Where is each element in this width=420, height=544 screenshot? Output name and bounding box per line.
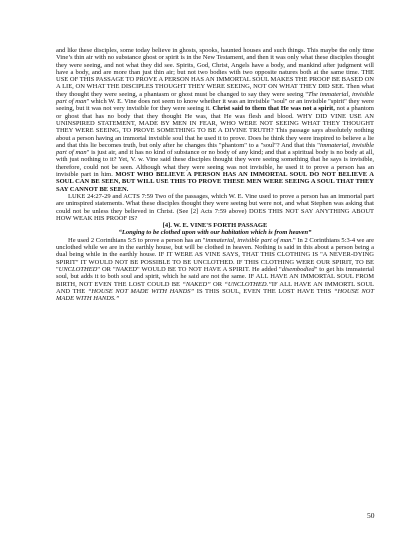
text-run: " In 2 Corinthians 5:3-4 we are unclothed while we are in the earthly house, but will be clothed in heaven. Nothing is said in this about a person being a dual being while in the earthly house. IF IT WERE AS VINE SAYS, THAT THIS CLOTHING IS "A NEVER-DYING SPIRIT" IT WOULD NOT BE POSSIBLE TO BE UNCLOTHED. IF THIS CLOTHING WERE OUR SPIRIT, TO BE ": [56, 236, 375, 273]
text-run: " which W. E. Vine does not seem to know whether it was an invisible "soul" or an invisible "spirit" they were seeing, but it was not very invisible for they were seeing it.: [56, 98, 374, 113]
text-run: " OR ": [97, 265, 116, 273]
text-run: “NAKED”: [182, 280, 211, 288]
paragraph-1: [56, 47, 374, 193]
text-run: disembodied: [281, 265, 315, 273]
text-run: Christ said to them that He was not a spirit,: [212, 105, 335, 113]
text-run: not a phantom or ghost that has no body that they thought He was, that He was flesh and blood. WHY DID VINE USE AN UNINSPIRED STATEMENT, MADE BY MEN IN FEAR, WHO WERE NOT SEEING WHAT THEY THOUGHT THEY WERE SEEING, TO PROVE SOMETHING TO BE A DIVINE TRUTH? This passage says absolutely nothing about a person having an immortal invisible soul that he used it to prove. Does he think they were inspired to believe a lie and that this lie becomes truth, but only after he changes this "phantom" to a "soul"? And that this ": [56, 105, 374, 149]
text-run: immaterial, invisible part of man: [56, 141, 374, 157]
text-run: “HOUSE NOT MADE WITH HANDS.”: [56, 287, 374, 303]
text-run: LUKE 24:27-29 and ACTS 7:59 Two of the passages, which W. E. Vine used to prove a person has an immortal part are uninspired statements. What these disciples thought they were seeing but were not, and what Stephen was asking that could not be unless they believed in Christ. (See [2] Acts 7:59 above) DOES THIS NOT SAY ANYTHING ABOUT HOW WEAK HIS PROOF IS?: [56, 192, 374, 222]
text-run: OR: [210, 280, 225, 288]
text-run: NAKED: [115, 265, 137, 273]
text-run: UNCLOTHED: [58, 265, 98, 273]
text-run: " WOULD BE TO NOT HAVE A SPIRIT. He added ": [136, 265, 282, 273]
text-run: IS THIS SOUL, EVEN THE LOST HAVE THIS: [194, 287, 334, 295]
text-run: The immaterial, invisible part of man: [56, 90, 374, 106]
paragraph-2: [56, 193, 374, 222]
section-subheading: “Longing to be clothed upon with our habitation which is from heaven”: [118, 229, 312, 237]
text-run: " is just air, and it has no kind of substance or no body of any kind; and that a spiritual body is no body at all, with just nothing to it? Yet, V. w. Vine said these disciples thought they were seeing something that he says is invisible, therefore, could not be seen. Although what they were seeing was not invisible, he used it to prove a person has an invisible part in him.: [56, 149, 375, 179]
paragraph-3: [56, 237, 374, 303]
text-run: " to get his immaterial soul, but adds it to both soul and spirit, which he said are not the same. IF ALL HAVE AN IMMORTAL SOUL FROM BIRTH, NOT EVEN THE LOST COULD BE: [56, 265, 374, 288]
page-number: 50: [367, 511, 375, 520]
text-run: immaterial, invisible part of man.: [205, 236, 294, 244]
text-run: IF ALL HAVE AN IMMORTL SOUL AND THE: [56, 280, 374, 295]
text-run: “UNCLOTHED.”: [224, 280, 272, 288]
text-run: MOST WHO BELIEVE A PERSON HAS AN IMMORTAL SOUL DO NOT BELIEVE A SOUL CAN BE SEEN, BUT WILL USE THIS TO PROVE THESE MEN WERE SEEING A SOUL THAT THEY SAY CANNOT BE SEEN.: [56, 171, 374, 193]
text-run: “HOUSE NOT MADE WITH HANDS”: [87, 287, 195, 295]
text-run: He used 2 Corinthians 5:5 to prove a person has an ": [68, 236, 206, 244]
section-heading: [4]. W. E. VINE'S FORTH PASSAGE: [162, 222, 268, 230]
text-run: and like these disciples, some today believe in ghosts, spooks, haunted houses and such things. This maybe the only time Vine’s thin air with no substance ghost or spirit is in the New Testament, and then it was only what these disciples thought they were seeing, and not what they did see. Spirits, God, Christ, Angels have a body, and mankind after judgment will have a body, and are more than just thin air; but not two bodies with two opposite natures both at the same time. THE USE OF THIS PASSAGE TO PROVE A PERSON HAS AN IMMORTAL SOUL MAKES THE PROOF BE BASED ON A LIE, ON WHAT THE DISCIPLES THOUGHT THEY WERE SEEING, NOT ON WHAT THEY DID SEE. Then what they thought they were seeing, a phantasm or ghost must be changed to say they were seeing ": [56, 47, 374, 98]
document-page: [56, 47, 374, 302]
